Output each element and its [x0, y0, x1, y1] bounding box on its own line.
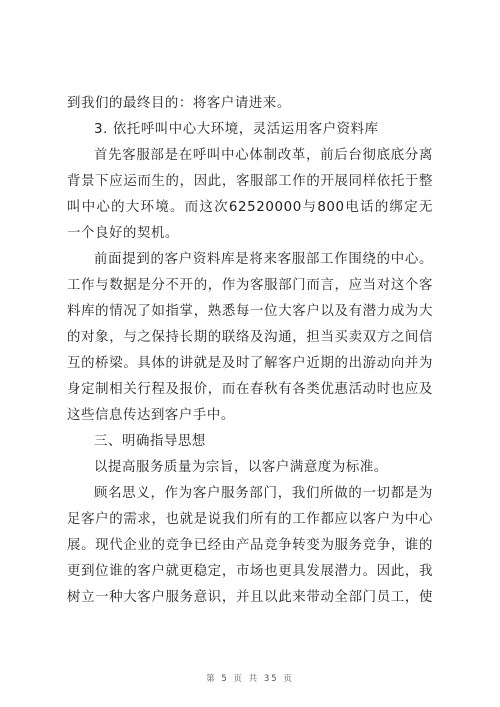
text-line: 以提高服务质量为宗旨，以客户满意度为标准。: [94, 460, 388, 475]
text-line: 更到位谁的客户就更稳定，市场也更具发展潜力。因此，我: [67, 564, 433, 579]
document-body: [67, 91, 433, 611]
text-line: 料库的情况了如指掌，熟悉每一位大客户以及有潜力成为大: [67, 304, 433, 319]
text-line: 叫中心的大环境。而这次62520000与800电话的绑定无: [67, 200, 433, 215]
text-line: 树立一种大客户服务意识，并且以此来带动全部门员工，使: [67, 590, 433, 605]
text-line: 足客户的需求，也就是说我们所有的工作都应以客户为中心: [67, 512, 433, 527]
text-line: 前面提到的客户资料库是将来客服部工作围绕的中心。: [94, 252, 433, 267]
section-heading: 三、明确指导思想: [94, 434, 206, 449]
text-line: 背景下应运而生的，因此，客服部工作的开展同样依托于整: [67, 174, 433, 189]
text-line: 工作与数据是分不开的，作为客服部门而言，应当对这个客: [67, 278, 433, 293]
text-line: 顾名思义，作为客户服务部门，我们所做的一切都是为: [94, 486, 433, 501]
text-line: 互的桥梁。具体的讲就是及时了解客户近期的出游动向并为: [67, 356, 433, 371]
text-line: 首先客服部是在呼叫中心体制改革，前后台彻底底分离: [94, 148, 433, 163]
text-line: 展。现代企业的竞争已经由产品竞争转变为服务竞争，谁的: [67, 538, 433, 553]
page-number: 第 5 页 共 35 页: [206, 674, 294, 684]
text-line: 身定制相关行程及报价，而在春秋有各类优惠活动时也应及: [67, 382, 433, 397]
text-line: 一个良好的契机。: [67, 226, 179, 241]
section-heading: 3. 依托呼叫中心大环境，灵活运用客户资料库: [94, 122, 379, 137]
text-line: 到我们的最终目的：将客户请进来。: [67, 96, 291, 111]
text-line: 这些信息传达到客户手中。: [67, 408, 235, 423]
text-line: 的对象，与之保持长期的联络及沟通，担当买卖双方之间信: [67, 330, 433, 345]
